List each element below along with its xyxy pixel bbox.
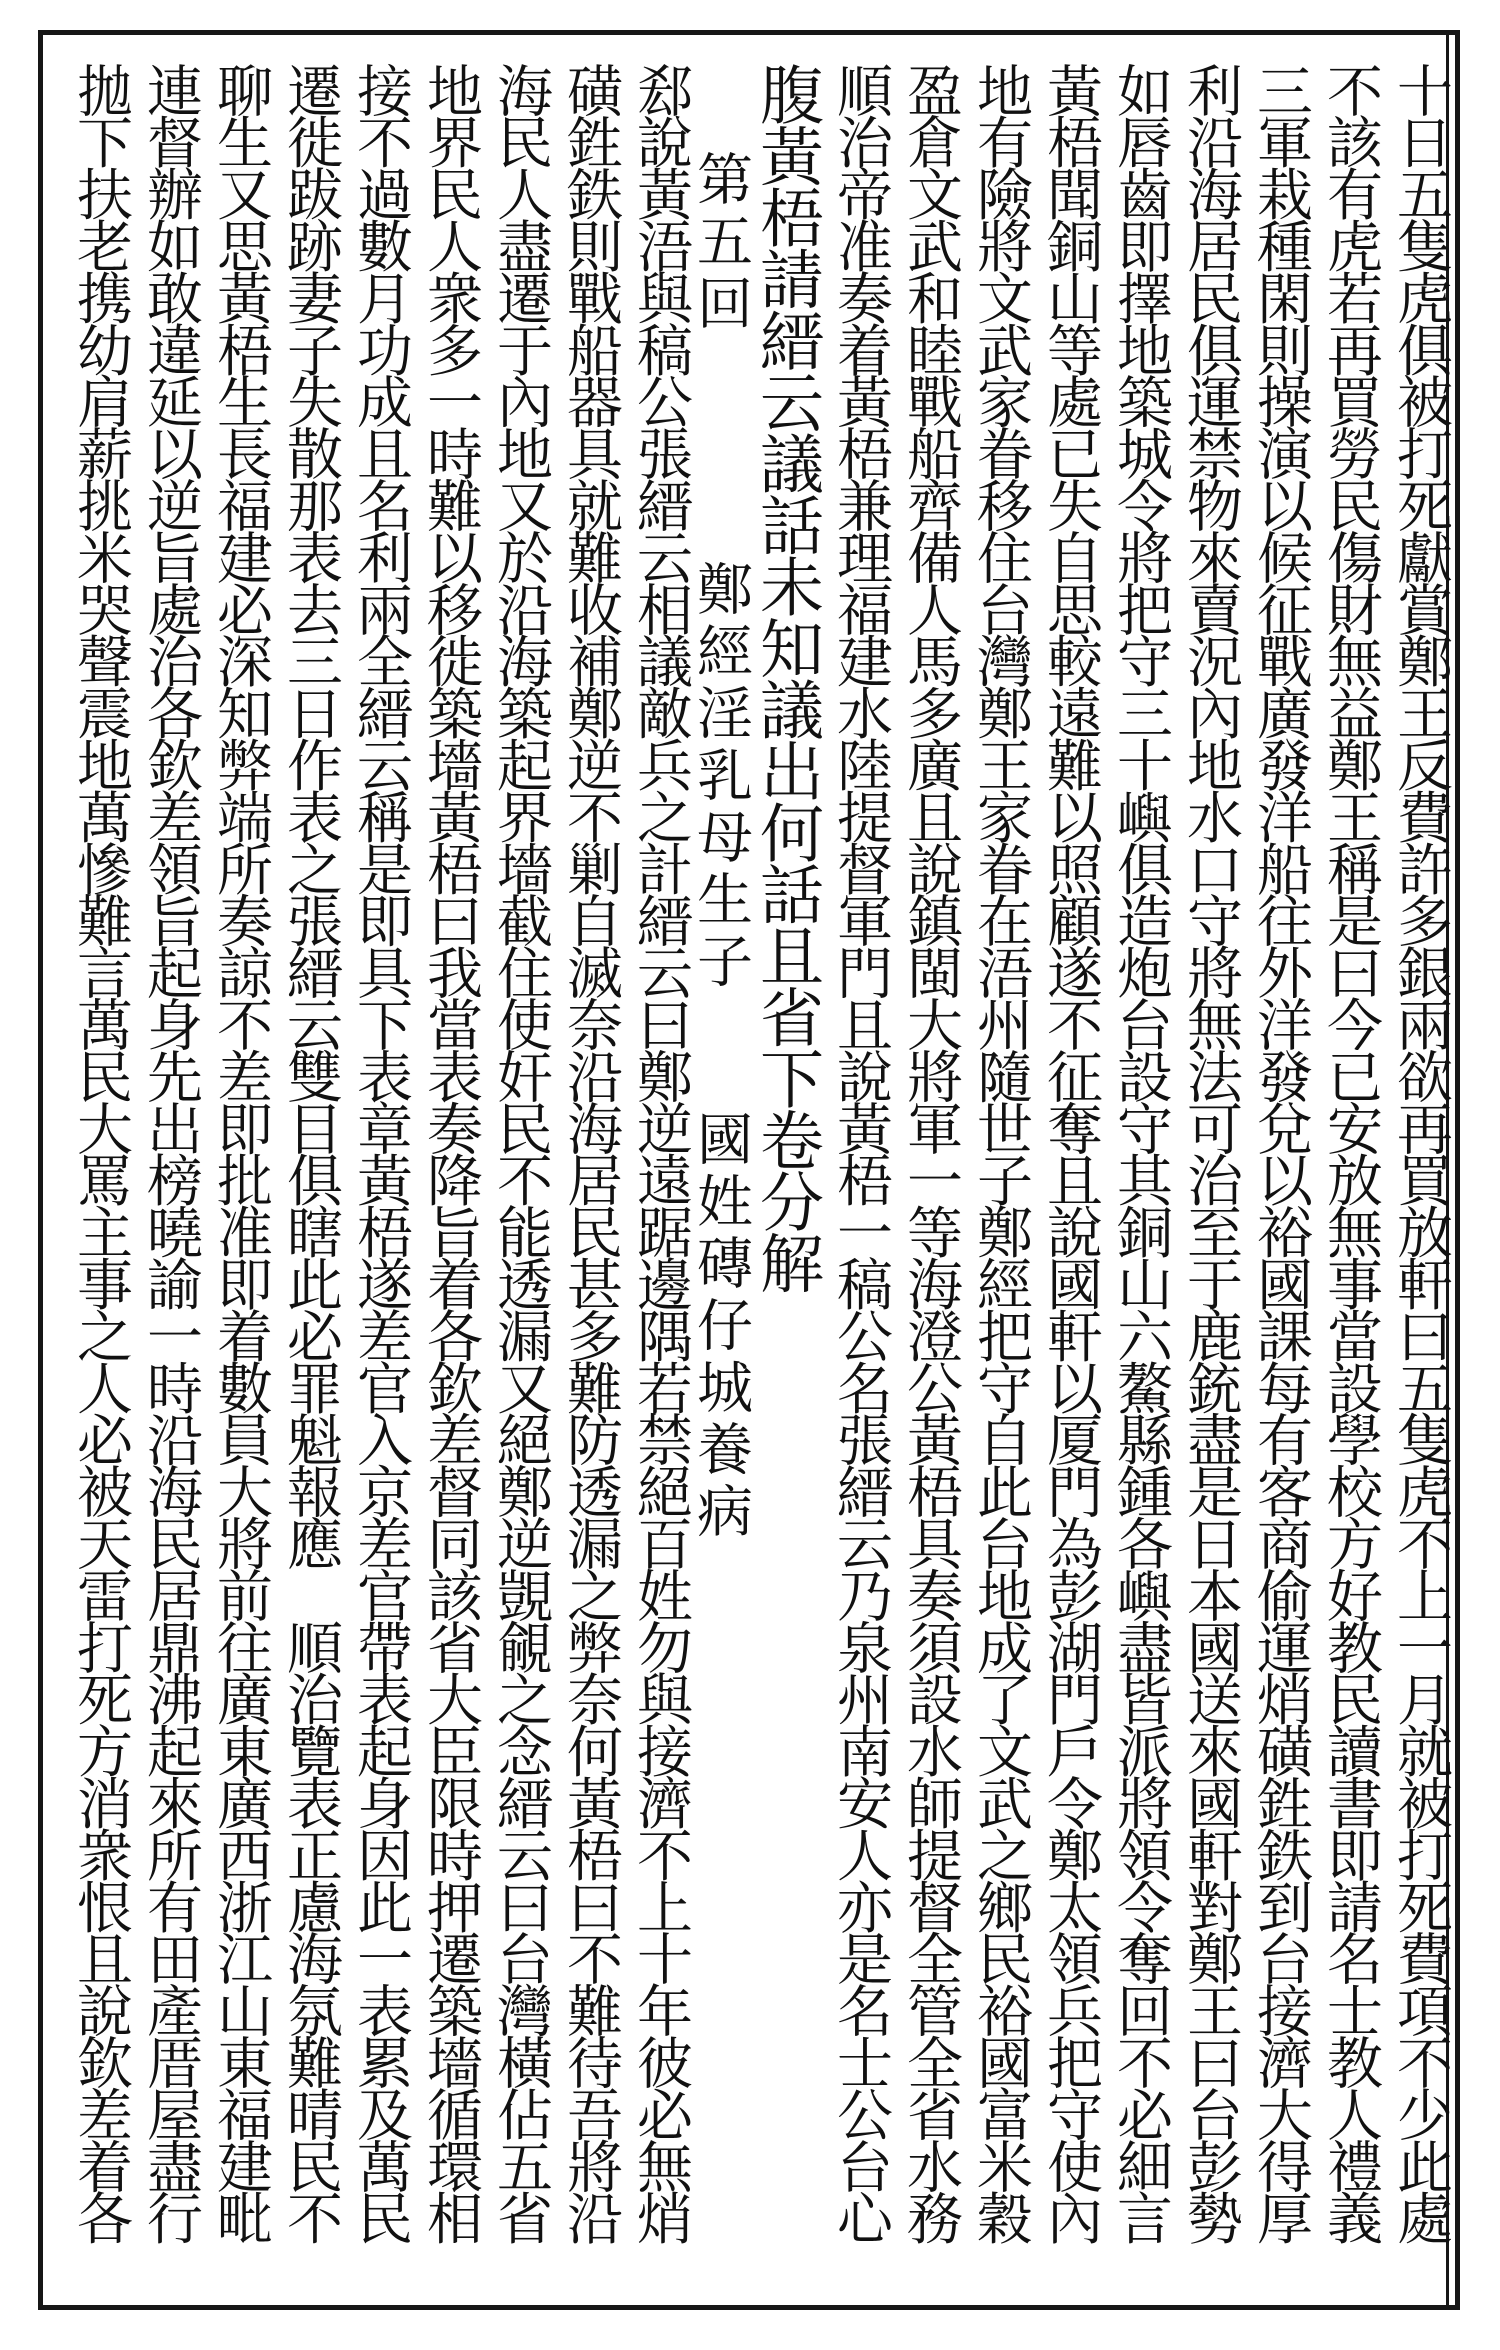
text-column-6: 黃梧聞銅山等處已失自思較遠難以照顧遂不征奪且說國軒以厦門為彭湖門戶令鄭太領兵把守使內 [1038,62,1103,2242]
text-column-16: 遷徙跋跡妻子失散那表去三日作表之張縉云雙目俱瞎此必罪魁報應 順治覽表正慮海氛難晴民不 [278,62,343,2242]
text-column-12: 磺鉎鉄則戰船器具就難收補鄭逆不剿自滅奈沿海居民甚多難防透漏之弊奈何黃梧曰不難待吾將沿 [558,62,623,2242]
text-column-2: 不該有虎若再買勞民傷財無益鄭王稱是曰今已安放無事當設學校方好教民讀書即請名士教人禮義 [1318,62,1383,2242]
text-column-9: 順治帝准奏着黃梧兼理福建水陸提督軍門且說黃梧一稿公名張縉云乃泉州南安人亦是名士公台心 [828,62,893,2242]
text-column-15: 接不過數月功成且名利兩全縉云稱是即具下表章黃梧遂差官入京差官帶表起身因此一表累及萬民 [348,62,413,2242]
text-column-7: 地有險將文武家眷移住台灣鄭王家眷在浯州隨世子鄭經把守自此台地成了文武之鄉民裕國富米穀 [968,62,1033,2242]
text-column-10: 腹黃梧請縉云議話未知議出何話且省下卷分解 [749,62,823,1292]
text-column-11: 郄說黃浯與稿公張縉云相議敵兵之計縉云曰鄭逆遠踞邊隅若禁絕百姓勿與接濟不上十年彼必無焇 [628,62,693,2242]
text-column-8: 盈倉文武和睦戰船齊備人馬多廣且說鎮閩大將軍一等海澄公黃梧具奏須設水師提督全管全省水務 [898,62,963,2242]
chapter-heading: 第五回 [688,150,753,336]
text-column-17: 聊生又思黃梧生長福建必深知弊端所奏諒不差即批准即着數員大將前往廣東廣西浙江山東福建毗 [208,62,273,2242]
text-column-1: 十日五隻虎俱被打死獻賞鄭王反費許多銀兩欲再買放軒曰五隻虎不上一月就被打死費項不少此處 [1388,62,1453,2242]
text-column-18: 連督辦如敢違延以逆旨處治各欽差領旨起身先出榜曉諭一時沿海民居鼎沸起來所有田產厝屋盡行 [138,62,203,2242]
chapter-subtitle-1: 鄭經淫乳母生子 [688,560,753,994]
text-column-3: 三軍栽種閑則操演以候征戰廣發洋船往外洋發兌以裕國課每有客商偷運焇磺鉎鉄到台接濟大得厚 [1248,62,1313,2242]
text-column-14: 地界民人衆多一時難以移徙築墻黃梧曰我當表奏降旨着各欽差督同該省大臣限時押遷築墻循環相 [418,62,483,2242]
text-column-5: 如唇齒即擇地築城令將把守三十嶼俱造炮台設守其銅山六鰲縣鍾各嶼盡皆派將領令奪回不必細言 [1108,62,1173,2242]
chapter-subtitle-2: 國姓磚仔城養病 [688,1110,753,1544]
text-column-13: 海民人盡遷于內地又於沿海築起界墻截住使奸民不能透漏又絕鄭逆覬覦之念縉云曰台灣橫佔五省 [488,62,553,2242]
text-column-19: 拋下扶老携幼肩薪挑米哭聲震地萬慘難言萬民大罵主事之人必被天雷打死方消衆恨且說欽差着各 [68,62,133,2242]
text-column-4: 利沿海居民俱運禁物來賣況內地水口守將無法可治至于鹿銃盡是日本國送來國軒對鄭王曰台彭勢 [1178,62,1243,2242]
